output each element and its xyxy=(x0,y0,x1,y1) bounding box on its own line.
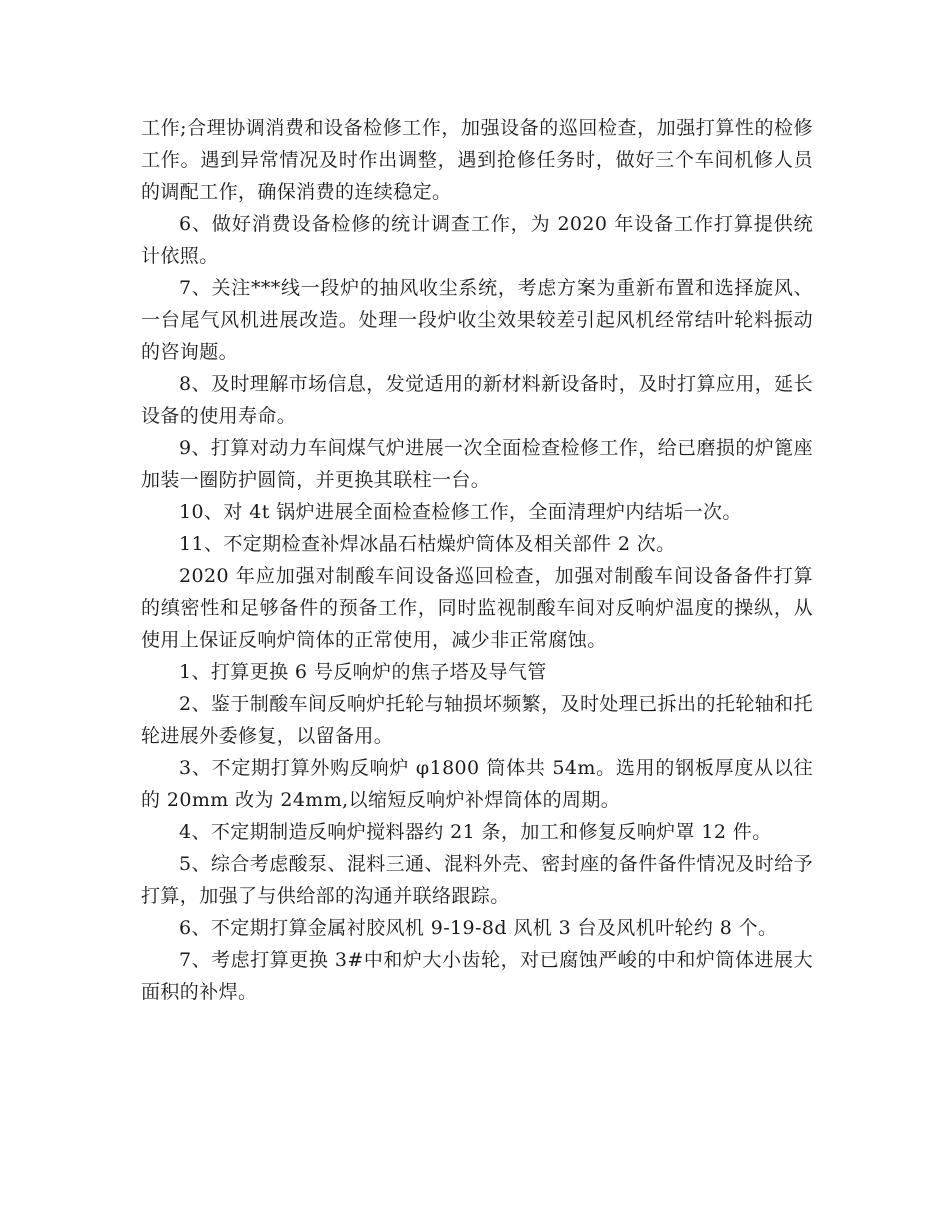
paragraph-acid-workshop-intro: 2020 年应加强对制酸车间设备巡回检查，加强对制酸车间设备备件打算的缜密性和足够备件的预备工作，同时监视制酸车间对反响炉温度的操纵，从使用上保证反响炉筒体的正常使用，减少非正常腐蚀。 xyxy=(141,565,813,651)
paragraph-item-11-dryer: 11、不定期检查补焊冰晶石枯燥炉筒体及相关部件 2 次。 xyxy=(179,533,676,555)
paragraph-acid-item-1: 1、打算更换 6 号反响炉的焦子塔及导气管 xyxy=(179,661,547,683)
paragraph-acid-item-3: 3、不定期打算外购反响炉 φ1800 筒体共 54m。选用的钢板厚度从以往的 20mm 改为 24mm,以缩短反响炉补焊筒体的周期。 xyxy=(141,757,813,811)
paragraph-acid-item-2: 2、鉴于制酸车间反响炉托轮与轴损坏频繁，及时处理已拆出的托轮轴和托轮进展外委修复，以留备用。 xyxy=(141,693,813,747)
paragraph-item-9-gas-furnace: 9、打算对动力车间煤气炉进展一次全面检查检修工作，给已磨损的炉篦座加装一圈防护圆筒，并更换其联柱一台。 xyxy=(141,437,813,491)
paragraph-continuation: 工作;合理协调消费和设备检修工作，加强设备的巡回检查，加强打算性的检修工作。遇到异常情况及时作出调整，遇到抢修任务时，做好三个车间机修人员的调配工作，确保消费的连续稳定。 xyxy=(141,117,813,203)
paragraph-item-6-statistics: 6、做好消费设备检修的统计调查工作，为 2020 年设备工作打算提供统计依照。 xyxy=(141,213,813,267)
paragraph-item-10-boiler: 10、对 4t 锅炉进展全面检查检修工作，全面清理炉内结垢一次。 xyxy=(179,501,742,523)
document-body xyxy=(141,112,813,1008)
paragraph-item-8-market-info: 8、及时理解市场信息，发觉适用的新材料新设备时，及时打算应用，延长设备的使用寿命。 xyxy=(141,373,813,427)
paragraph-acid-item-6: 6、不定期打算金属衬胶风机 9-19-8d 风机 3 台及风机叶轮约 8 个。 xyxy=(179,917,778,939)
paragraph-item-7-dust-collection: 7、关注***线一段炉的抽风收尘系统，考虑方案为重新布置和选择旋风、一台尾气风机进展改造。处理一段炉收尘效果较差引起风机经常结叶轮料振动的咨询题。 xyxy=(141,277,813,363)
paragraph-acid-item-5: 5、综合考虑酸泵、混料三通、混料外壳、密封座的备件备件情况及时给予打算，加强了与供给部的沟通并联络跟踪。 xyxy=(141,853,813,907)
paragraph-acid-item-7: 7、考虑打算更换 3#中和炉大小齿轮，对已腐蚀严峻的中和炉筒体进展大面积的补焊。 xyxy=(141,949,813,1003)
paragraph-acid-item-4: 4、不定期制造反响炉搅料器约 21 条，加工和修复反响炉罩 12 件。 xyxy=(179,821,772,843)
